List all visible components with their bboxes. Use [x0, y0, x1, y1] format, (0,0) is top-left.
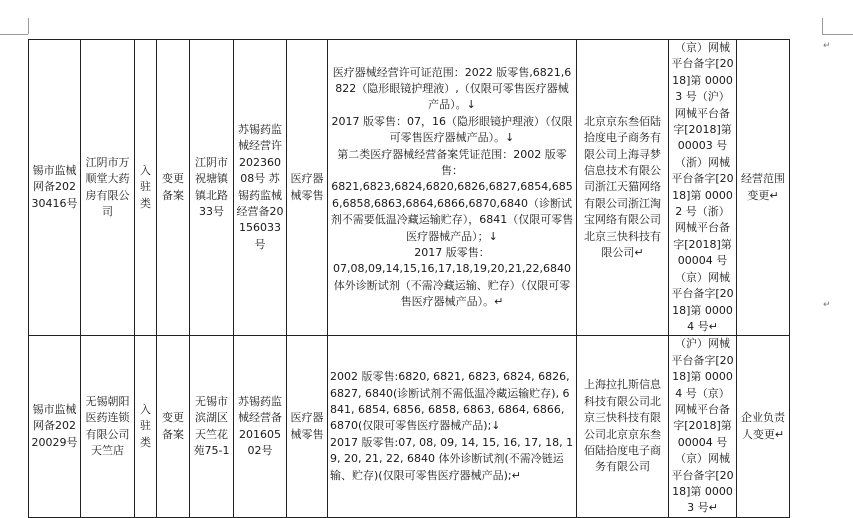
scope-cell [328, 336, 577, 517]
filing-cell: （沪）网械平台备字[2018]第 00004 号（京）网械平台备字[2018]第 00004 号（京）网械平台备字[2018]第 00003 号↵ [669, 336, 737, 517]
address-cell: 江阴市祝塘镇镇北路33号 [190, 40, 234, 336]
company-name: 江阴市万顺堂大药房有限公司 [81, 40, 135, 336]
table-row [29, 40, 790, 336]
page-corner-mark-top-left [0, 34, 28, 35]
type-cell: 入驻类 [135, 40, 157, 336]
scope-line: 07,08,09,14,15,16,17,18,19,20,21,22,6840 体外诊断试剂（不需冷藏运输、贮存）（仅限可零售医疗器械产品）。↵ [333, 262, 571, 309]
scope-line: 2017 版零售：07，16（隐形眼镜护理液）（仅限可零售医疗器械产品）。↓ [331, 114, 573, 145]
record-table [28, 39, 790, 518]
scope-line: 第二类医疗器械经营备案凭证范围：2002 版零售： [337, 147, 567, 178]
change-cell: 经营范围变更↵ [737, 40, 790, 336]
row-end-mark: ↵ [823, 300, 831, 310]
scope-line: 2017 版零售:07, 08, 09, 14, 15, 16, 17, 18, 19, 20, 21, 22, 6840 体外诊断试剂(不需冷链运输、贮存)(仅限可零售医疗器械产品);↵ [330, 435, 574, 482]
table-row [29, 336, 790, 517]
company-name: 无锡朝阳医药连锁有限公司天竺店 [81, 336, 135, 517]
filing-cell: （京）网械平台备字[2018]第 00003 号（沪）网械平台备字[2018]第 00003 号（浙）网械平台备字[2018]第 00002 号（浙）网械平台备字[2018]第 00004 号（京）网械平台备字[2018]第 00004 号↵ [669, 40, 737, 336]
license-cell: 苏锡药监械经营许20236008号 苏锡药监械经营备20156033号 [234, 40, 287, 336]
scope-line: 医疗器械经营许可证范围：2022 版零售,6821,6822（隐形眼镜护理液）,（仅限可零售医疗器械产品）。↓ [332, 65, 572, 112]
change-cell: 企业负责人变更↵ [737, 336, 790, 517]
address-cell: 无锡市滨湖区天竺花苑75-1 [190, 336, 234, 517]
matter-cell: 变更备案 [157, 336, 190, 517]
row-end-mark: ↵ [823, 41, 831, 51]
category-cell: 医疗器械零售 [287, 336, 328, 517]
scope-cell [328, 40, 577, 336]
category-cell: 医疗器械零售 [287, 40, 328, 336]
page-corner-mark-top-right [822, 34, 853, 35]
matter-cell: 变更备案 [157, 40, 190, 336]
type-cell: 入驻类 [135, 336, 157, 517]
scope-line: 2017 版零售： [414, 246, 490, 260]
platform-cell: 北京京东叁佰陆拾度电子商务有限公司上海寻梦信息技术有限公司浙江天猫网络有限公司浙江淘宝网络有限公司北京三快科技有限公司↵ [577, 40, 669, 336]
platform-cell: 上海拉扎斯信息科技有限公司北京三快科技有限公司北京京东叁佰陆拾度电子商务有限公司 [577, 336, 669, 517]
license-cell: 苏锡药监械经营备20160502号 [234, 336, 287, 517]
record-number: 锡市监械网备20230416号 [29, 40, 81, 336]
scope-line: 6821,6823,6824,6820,6826,6827,6854,6856,6858,6863,6864,6866,6870,6840（诊断试剂不需要低温冷藏运输贮存），6841（仅限可零售医疗器械产品）；↓ [330, 180, 574, 243]
page-corner-mark-top-left-vertical [28, 18, 29, 34]
page-corner-mark-top-right-vertical [822, 18, 823, 34]
scope-line: 2002 版零售:6820, 6821, 6823, 6824, 6826, 6827, 6840(诊断试剂不需低温冷藏运输贮存), 6841, 6854, 6856, 6858, 6863, 6864, 6866, 6870(仅限可零售医疗器械产品);↓ [330, 370, 570, 433]
record-number: 锡市监械网备20220029号 [29, 336, 81, 517]
